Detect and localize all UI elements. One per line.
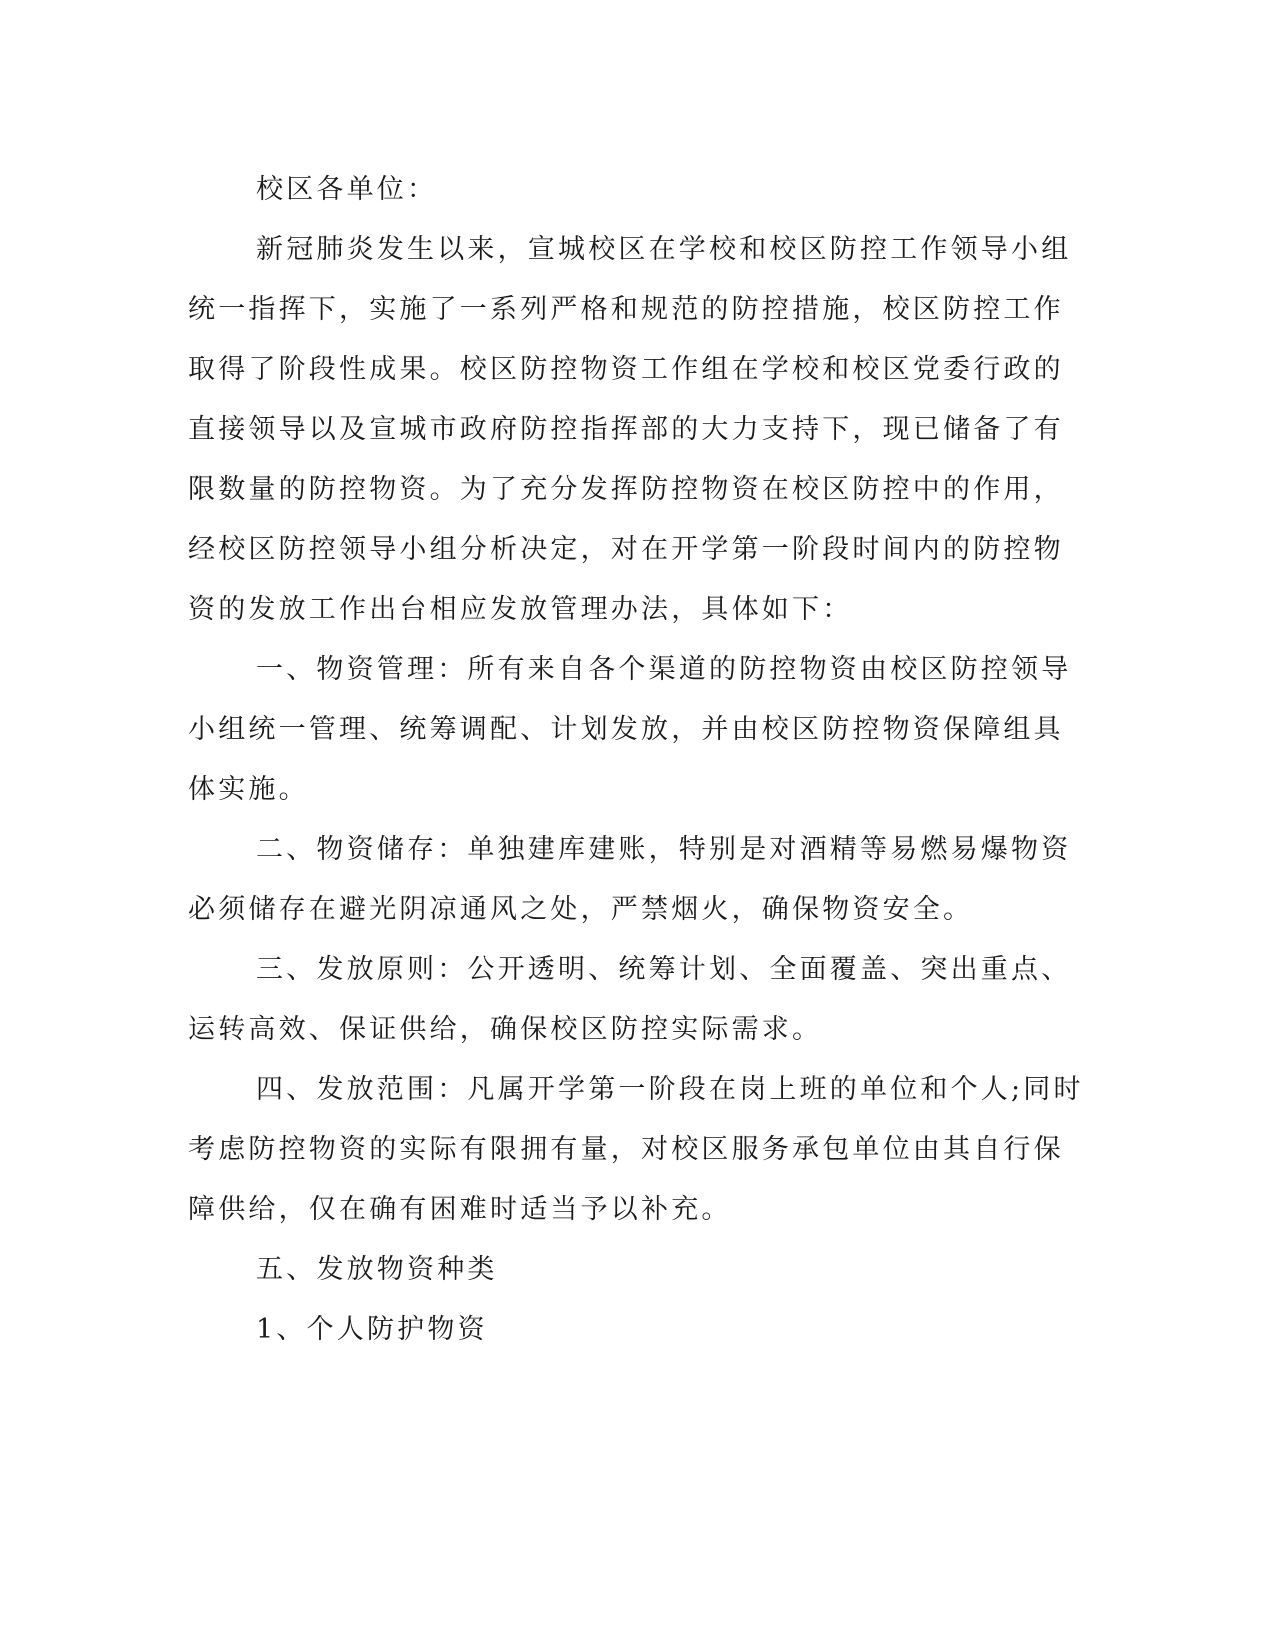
- paragraph-personal-protection-heading: 1、个人防护物资: [256, 1314, 488, 1345]
- paragraph-distribution-scope: 四、发放范围：凡属开学第一阶段在岗上班的单位和个人;同时考虑防控物资的实际有限拥有量，对校区服务承包单位由其自行保障供给，仅在确有困难时适当予以补充。: [188, 1074, 1084, 1225]
- salutation: 校区各单位：: [256, 174, 438, 205]
- paragraph-distribution-principles: 三、发放原则：公开透明、统筹计划、全面覆盖、突出重点、运转高效、保证供给，确保校区防控实际需求。: [188, 954, 1072, 1045]
- paragraph-intro: 新冠肺炎发生以来，宣城校区在学校和校区防控工作领导小组统一指挥下，实施了一系列严格和规范的防控措施，校区防控工作取得了阶段性成果。校区防控物资工作组在学校和校区党委行政的直接领导以及宣城市政府防控指挥部的大力支持下，现已储备了有限数量的防控物资。为了充分发挥防控物资在校区防控中的作用，经校区防控领导小组分析决定，对在开学第一阶段时间内的防控物资的发放工作出台相应发放管理办法，具体如下：: [188, 234, 1072, 625]
- paragraph-material-storage: 二、物资储存：单独建库建账，特别是对酒精等易燃易爆物资必须储存在避光阴凉通风之处，严禁烟火，确保物资安全。: [188, 834, 1072, 925]
- document-body: [188, 160, 1088, 1360]
- paragraph-material-management: 一、物资管理：所有来自各个渠道的防控物资由校区防控领导小组统一管理、统筹调配、计划发放，并由校区防控物资保障组具体实施。: [188, 654, 1072, 805]
- paragraph-material-types-heading: 五、发放物资种类: [256, 1254, 498, 1285]
